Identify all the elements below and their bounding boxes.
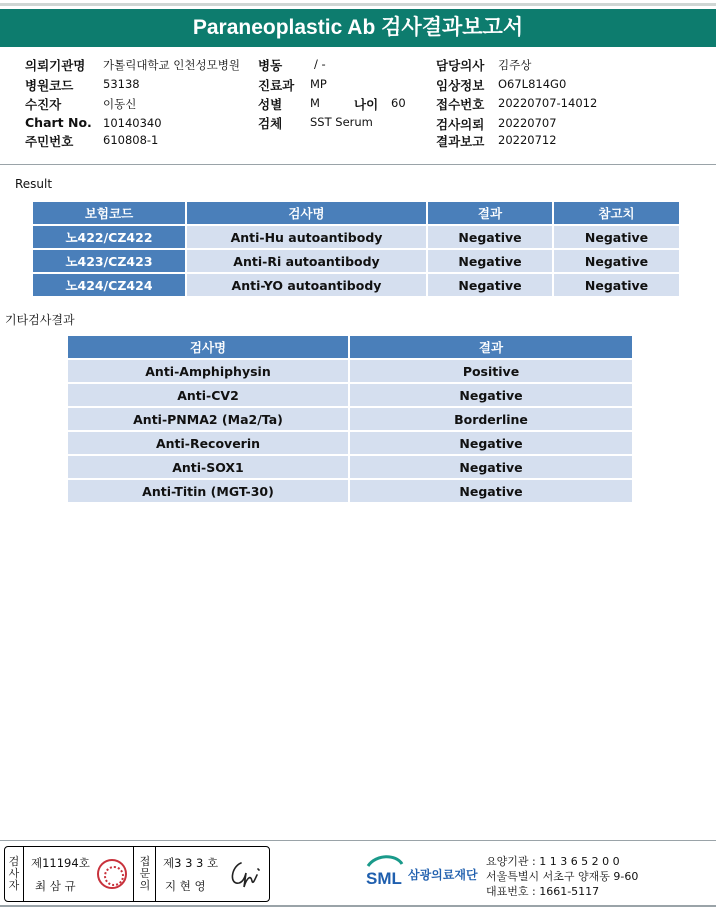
doctor-number: 제3 3 3 호 [163, 856, 219, 870]
footer-divider [0, 840, 716, 841]
other-header-row [68, 336, 632, 358]
clinical-value: O67L814G0 [498, 77, 567, 91]
requester-label: 의뢰기관명 [25, 58, 86, 73]
col-header-result: 결과 [428, 202, 552, 224]
request-date-label: 검사의뢰 [436, 117, 485, 132]
col-header-result: 결과 [350, 336, 632, 358]
specimen-label: 검체 [258, 116, 283, 131]
table-row [33, 226, 679, 248]
hospital-code-label: 병원코드 [25, 78, 74, 93]
report-date-value: 20220712 [498, 133, 557, 147]
receipt-value: 20220707-14012 [498, 96, 598, 110]
test-name-cell: Anti-Amphiphysin [68, 360, 348, 382]
sex-value: M [310, 96, 320, 110]
tester-label: 검 사 자 [8, 855, 20, 892]
result-cell: Negative [350, 456, 632, 478]
table-row [33, 250, 679, 272]
test-name-cell: Anti-SOX1 [68, 456, 348, 478]
table-row [68, 360, 632, 382]
result-cell: Negative [350, 480, 632, 502]
insurance-code-cell: 노424/CZ424 [33, 274, 185, 296]
test-name-cell: Anti-CV2 [68, 384, 348, 406]
box-divider [133, 847, 134, 901]
result-cell: Negative [428, 226, 552, 248]
info-divider [0, 164, 716, 165]
resident-label: 주민번호 [25, 134, 74, 149]
result-section-label: Result [15, 177, 53, 191]
test-name-cell: Anti-YO autoantibody [187, 274, 426, 296]
report-title: Paraneoplastic Ab 검사결과보고서 [0, 9, 716, 47]
ward-value: / - [314, 57, 326, 71]
hospital-code-value: 53138 [103, 77, 140, 91]
phone-number: 대표번호 : 1661-5117 [486, 885, 600, 898]
bottom-border [0, 905, 716, 907]
clinical-label: 임상정보 [436, 78, 485, 93]
box-divider [155, 847, 156, 901]
test-name-cell: Anti-Recoverin [68, 432, 348, 454]
col-header-test: 검사명 [68, 336, 348, 358]
result-table [31, 200, 681, 298]
tester-number: 제11194호 [31, 856, 90, 870]
test-name-cell: Anti-Titin (MGT-30) [68, 480, 348, 502]
sex-label: 성별 [258, 97, 283, 112]
test-name-cell: Anti-Ri autoantibody [187, 250, 426, 272]
table-row [33, 274, 679, 296]
reference-cell: Negative [554, 274, 679, 296]
result-header-row [33, 202, 679, 224]
doctor-label: 담당의사 [436, 58, 485, 73]
age-label: 나이 [354, 97, 379, 112]
seal-stamp-icon [97, 859, 127, 889]
chart-label: Chart No. [25, 115, 92, 130]
table-row [68, 384, 632, 406]
ward-label: 병동 [258, 58, 283, 73]
test-name-cell: Anti-Hu autoantibody [187, 226, 426, 248]
insurance-code-cell: 노422/CZ422 [33, 226, 185, 248]
receipt-label: 접수번호 [436, 97, 485, 112]
col-header-test: 검사명 [187, 202, 426, 224]
svg-text:SML: SML [366, 869, 402, 888]
resident-value: 610808-1 [103, 133, 159, 147]
org-name: 삼광의료재단 [408, 868, 478, 882]
result-cell: Negative [350, 384, 632, 406]
result-cell: Negative [428, 250, 552, 272]
other-results-table [66, 334, 634, 504]
table-row [68, 456, 632, 478]
table-row [68, 408, 632, 430]
address: 서울특별시 서초구 양재동 9-60 [486, 870, 639, 883]
other-section-label: 기타검사결과 [5, 313, 75, 327]
reference-cell: Negative [554, 226, 679, 248]
requester-value: 가톨릭대학교 인천성모병원 [103, 58, 240, 72]
doctor-value: 김주상 [498, 58, 532, 72]
care-institution: 요양기관 : 1 1 3 6 5 2 0 0 [486, 855, 620, 868]
age-value: 60 [391, 96, 406, 110]
specimen-value: SST Serum [310, 115, 373, 129]
patient-value: 이동신 [103, 97, 137, 111]
result-cell: Borderline [350, 408, 632, 430]
tester-name: 최 삼 규 [35, 879, 76, 893]
dept-label: 진료과 [258, 78, 295, 93]
box-divider [23, 847, 24, 901]
report-date-label: 결과보고 [436, 134, 485, 149]
patient-label: 수진자 [25, 97, 62, 112]
table-row [68, 432, 632, 454]
request-date-value: 20220707 [498, 116, 557, 130]
col-header-code: 보험코드 [33, 202, 185, 224]
dept-value: MP [310, 77, 327, 91]
result-cell: Positive [350, 360, 632, 382]
table-row [68, 480, 632, 502]
confirm-label: 접 문 의 [139, 855, 151, 892]
top-border [0, 3, 716, 6]
reference-cell: Negative [554, 250, 679, 272]
insurance-code-cell: 노423/CZ423 [33, 250, 185, 272]
col-header-ref: 참고치 [554, 202, 679, 224]
result-cell: Negative [350, 432, 632, 454]
doctor-name: 지 현 영 [165, 879, 206, 893]
signature-box [4, 846, 270, 902]
sml-logo-icon [364, 852, 406, 892]
result-cell: Negative [428, 274, 552, 296]
signature-icon [227, 857, 263, 891]
chart-value: 10140340 [103, 116, 162, 130]
test-name-cell: Anti-PNMA2 (Ma2/Ta) [68, 408, 348, 430]
